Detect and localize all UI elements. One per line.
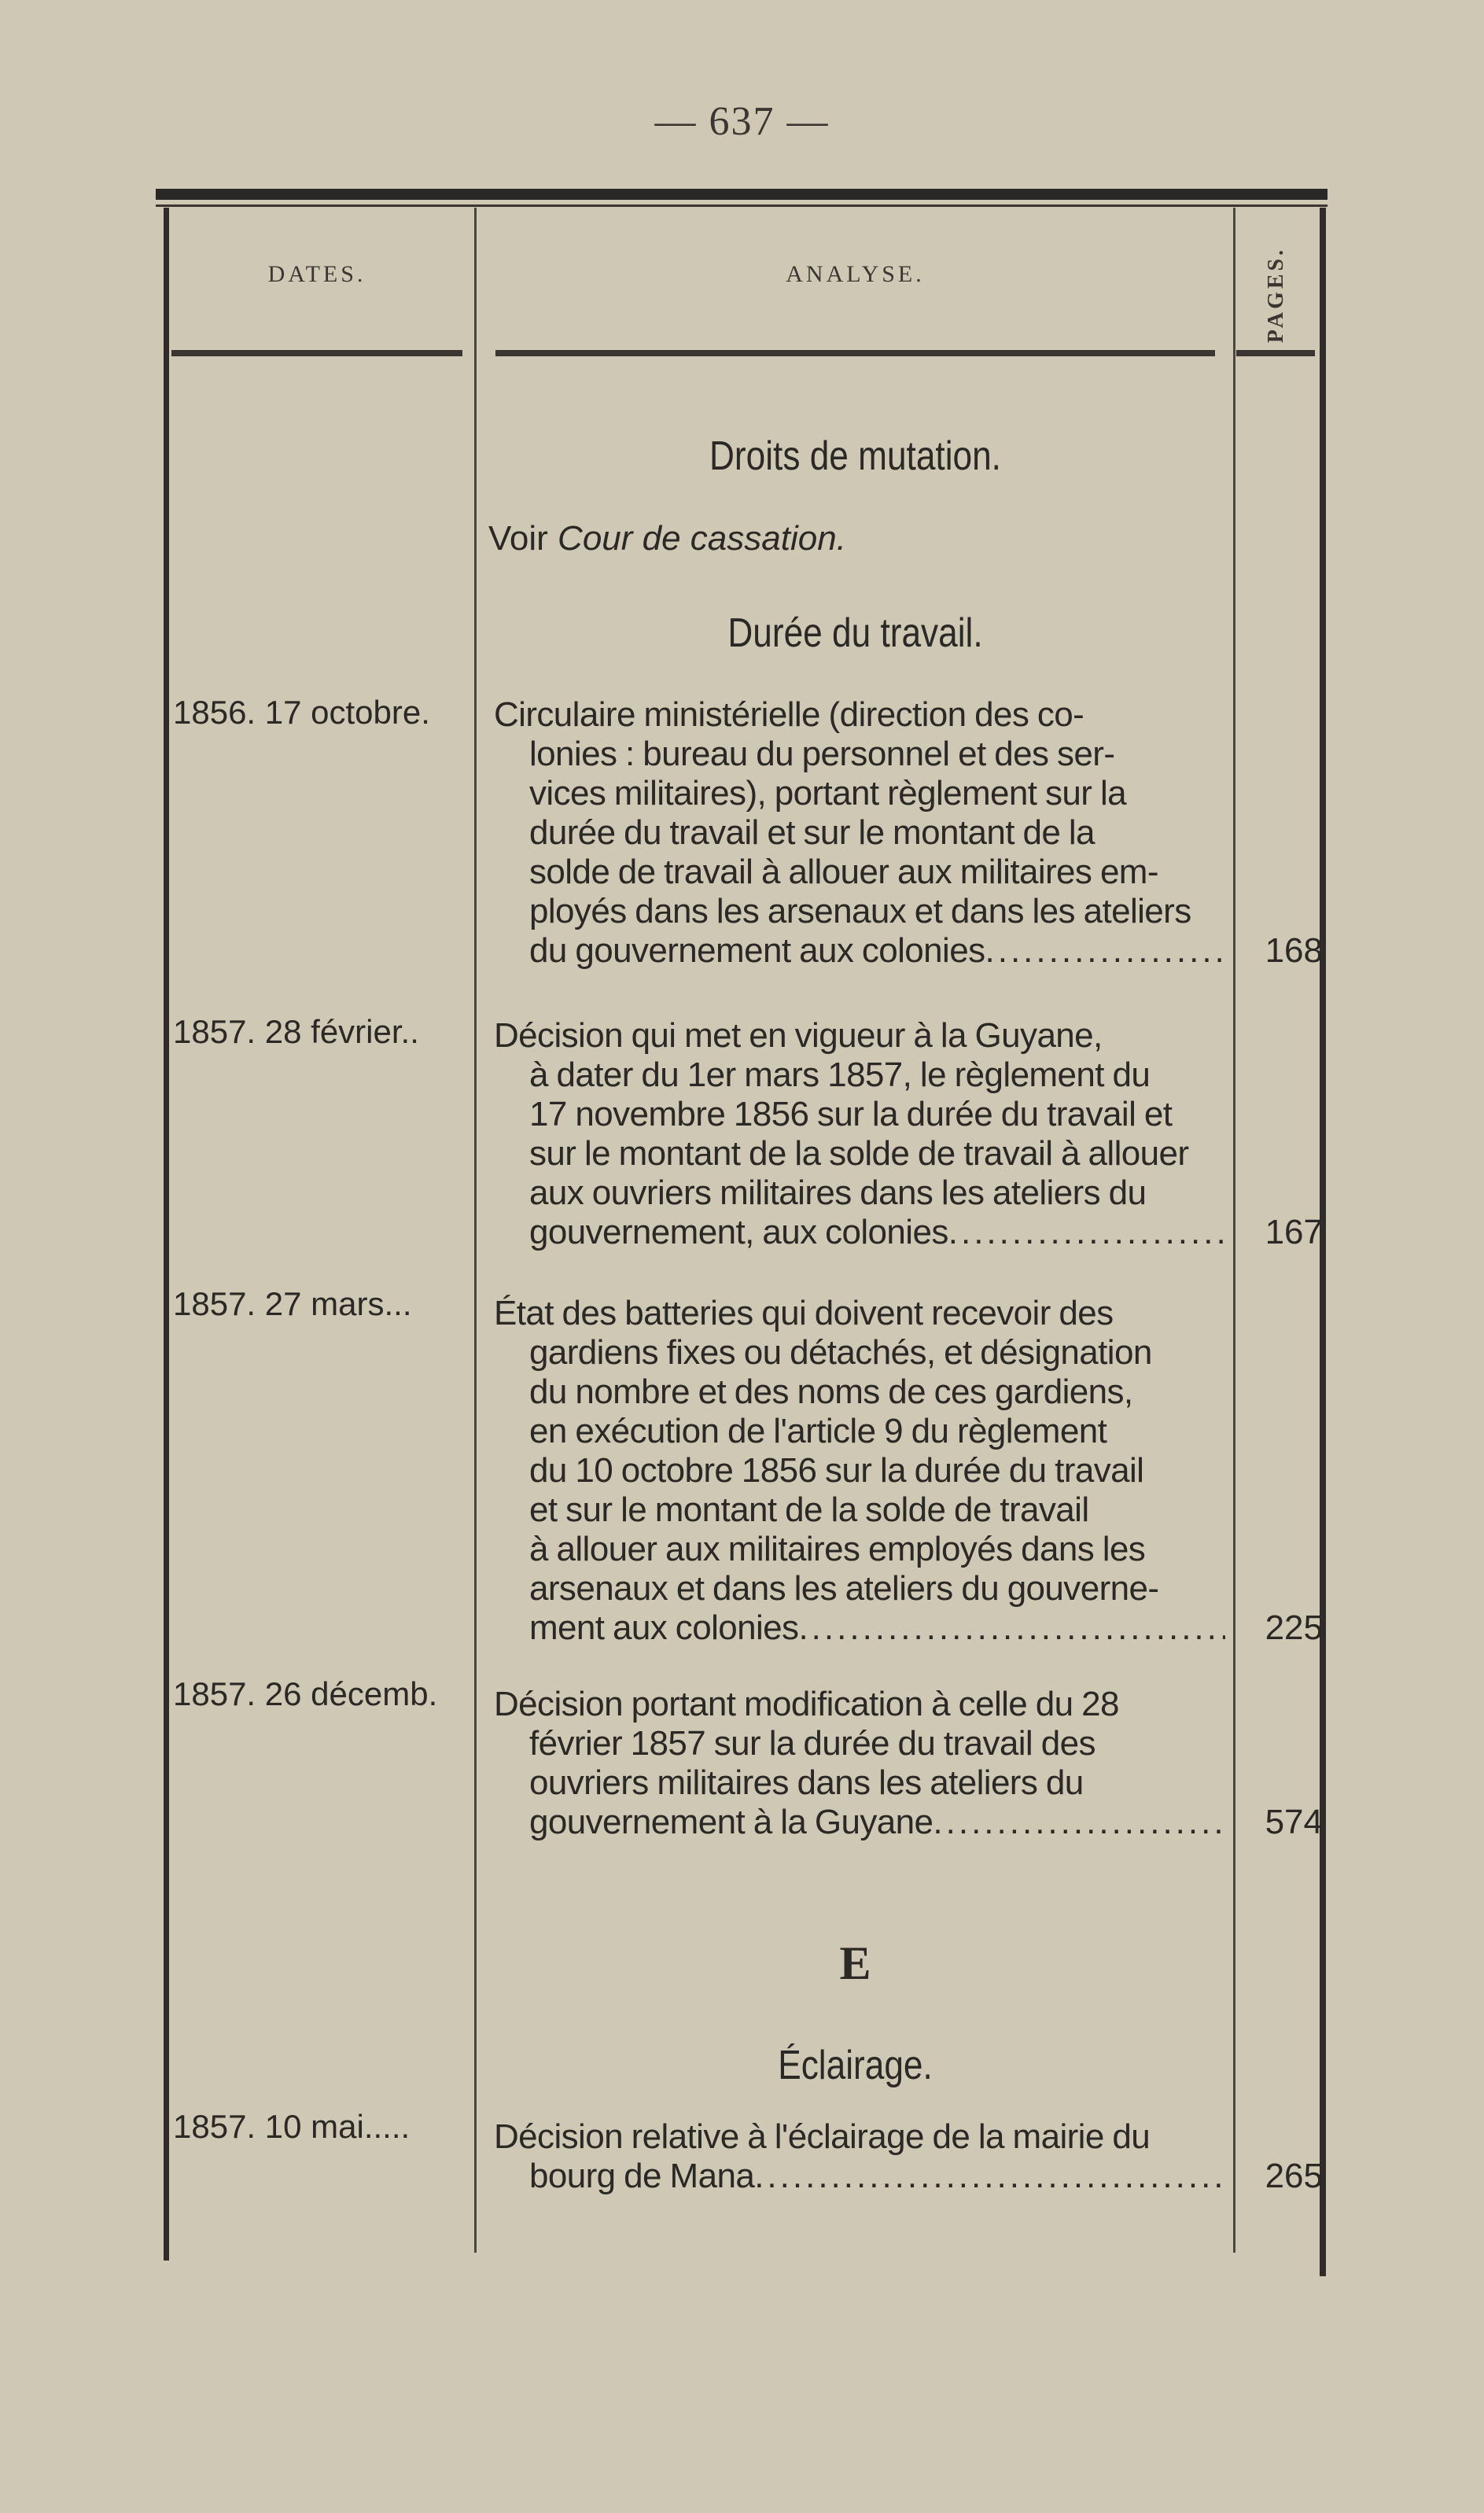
- index-table: [156, 189, 1327, 2261]
- section-title-duree-du-travail: Durée du travail.: [727, 610, 983, 656]
- column-divider-pages: [1233, 208, 1235, 2253]
- column-header-analyse: ANALYSE.: [786, 261, 925, 287]
- alphabet-letter-heading: E: [839, 1937, 871, 1989]
- entry-page: 574: [1265, 1803, 1323, 1841]
- table-top-rule: [156, 189, 1327, 200]
- column-header-dates: DATES.: [267, 261, 366, 287]
- table-top-thin-rule: [156, 205, 1327, 207]
- entry-analysis: Circulaire ministérielle (direction des co- lonies : bureau du personnel et des ser- vices militaires), portant règlement sur la durée du travail et sur le montant de la solde de travail à allouer aux militaires em- ployés dans les arsenaux et dans les ateliers du gouvernement aux colonies .....: [494, 695, 1225, 971]
- header-rule-analyse: [495, 350, 1215, 356]
- column-divider-dates: [474, 208, 477, 2253]
- entry-analysis: État des batteries qui doivent recevoir des gardiens fixes ou détachés, et désignation du nombre et des noms de ces gardiens, en exécution de l'article 9 du règlement du 10 octobre 1856 sur la durée du travail et sur le montant de la solde de travail à allouer aux militaires employés dans les arsenaux et dans les ateliers du gouverne- ment aux colonies .....: [494, 1294, 1225, 1648]
- header-rule-pages: [1236, 350, 1315, 356]
- section-title-droits-de-mutation: Droits de mutation.: [709, 433, 1001, 479]
- entry-page: 265: [1265, 2157, 1323, 2195]
- entry-date: 1857. 10 mai.....: [173, 2108, 411, 2145]
- page-number: — 637 —: [654, 99, 830, 144]
- entry-analysis: Décision relative à l'éclairage de la mairie du bourg de Mana .....: [494, 2117, 1225, 2196]
- entry-date: 1857. 28 février..: [173, 1013, 419, 1050]
- entry-date: 1856. 17 octobre.: [173, 694, 430, 731]
- entry-analysis: Décision portant modification à celle du 28 février 1857 sur la durée du travail des ouvriers militaires dans les ateliers du gouvernement à la Guyane .....: [494, 1685, 1225, 1842]
- entry-page: 167: [1265, 1213, 1323, 1251]
- entry-date: 1857. 26 décemb.: [173, 1675, 438, 1712]
- entry-page: 168: [1265, 931, 1323, 970]
- entry-date: 1857. 27 mars...: [173, 1285, 412, 1322]
- cross-reference: Voir Cour de cassation.: [488, 519, 846, 558]
- entry-analysis: Décision qui met en vigueur à la Guyane, à dater du 1er mars 1857, le règlement du 17 novembre 1856 sur la durée du travail et sur le montant de la solde de travail à allouer aux ouvriers militaires dans les ateliers du gouvernement, aux colonies .....: [494, 1016, 1225, 1252]
- entry-page: 225: [1265, 1608, 1323, 1647]
- header-rule-dates: [171, 350, 462, 356]
- column-header-pages: PAGES.: [1264, 246, 1288, 344]
- section-title-eclairage: Éclairage.: [778, 2043, 933, 2088]
- table-left-border: [164, 208, 169, 2261]
